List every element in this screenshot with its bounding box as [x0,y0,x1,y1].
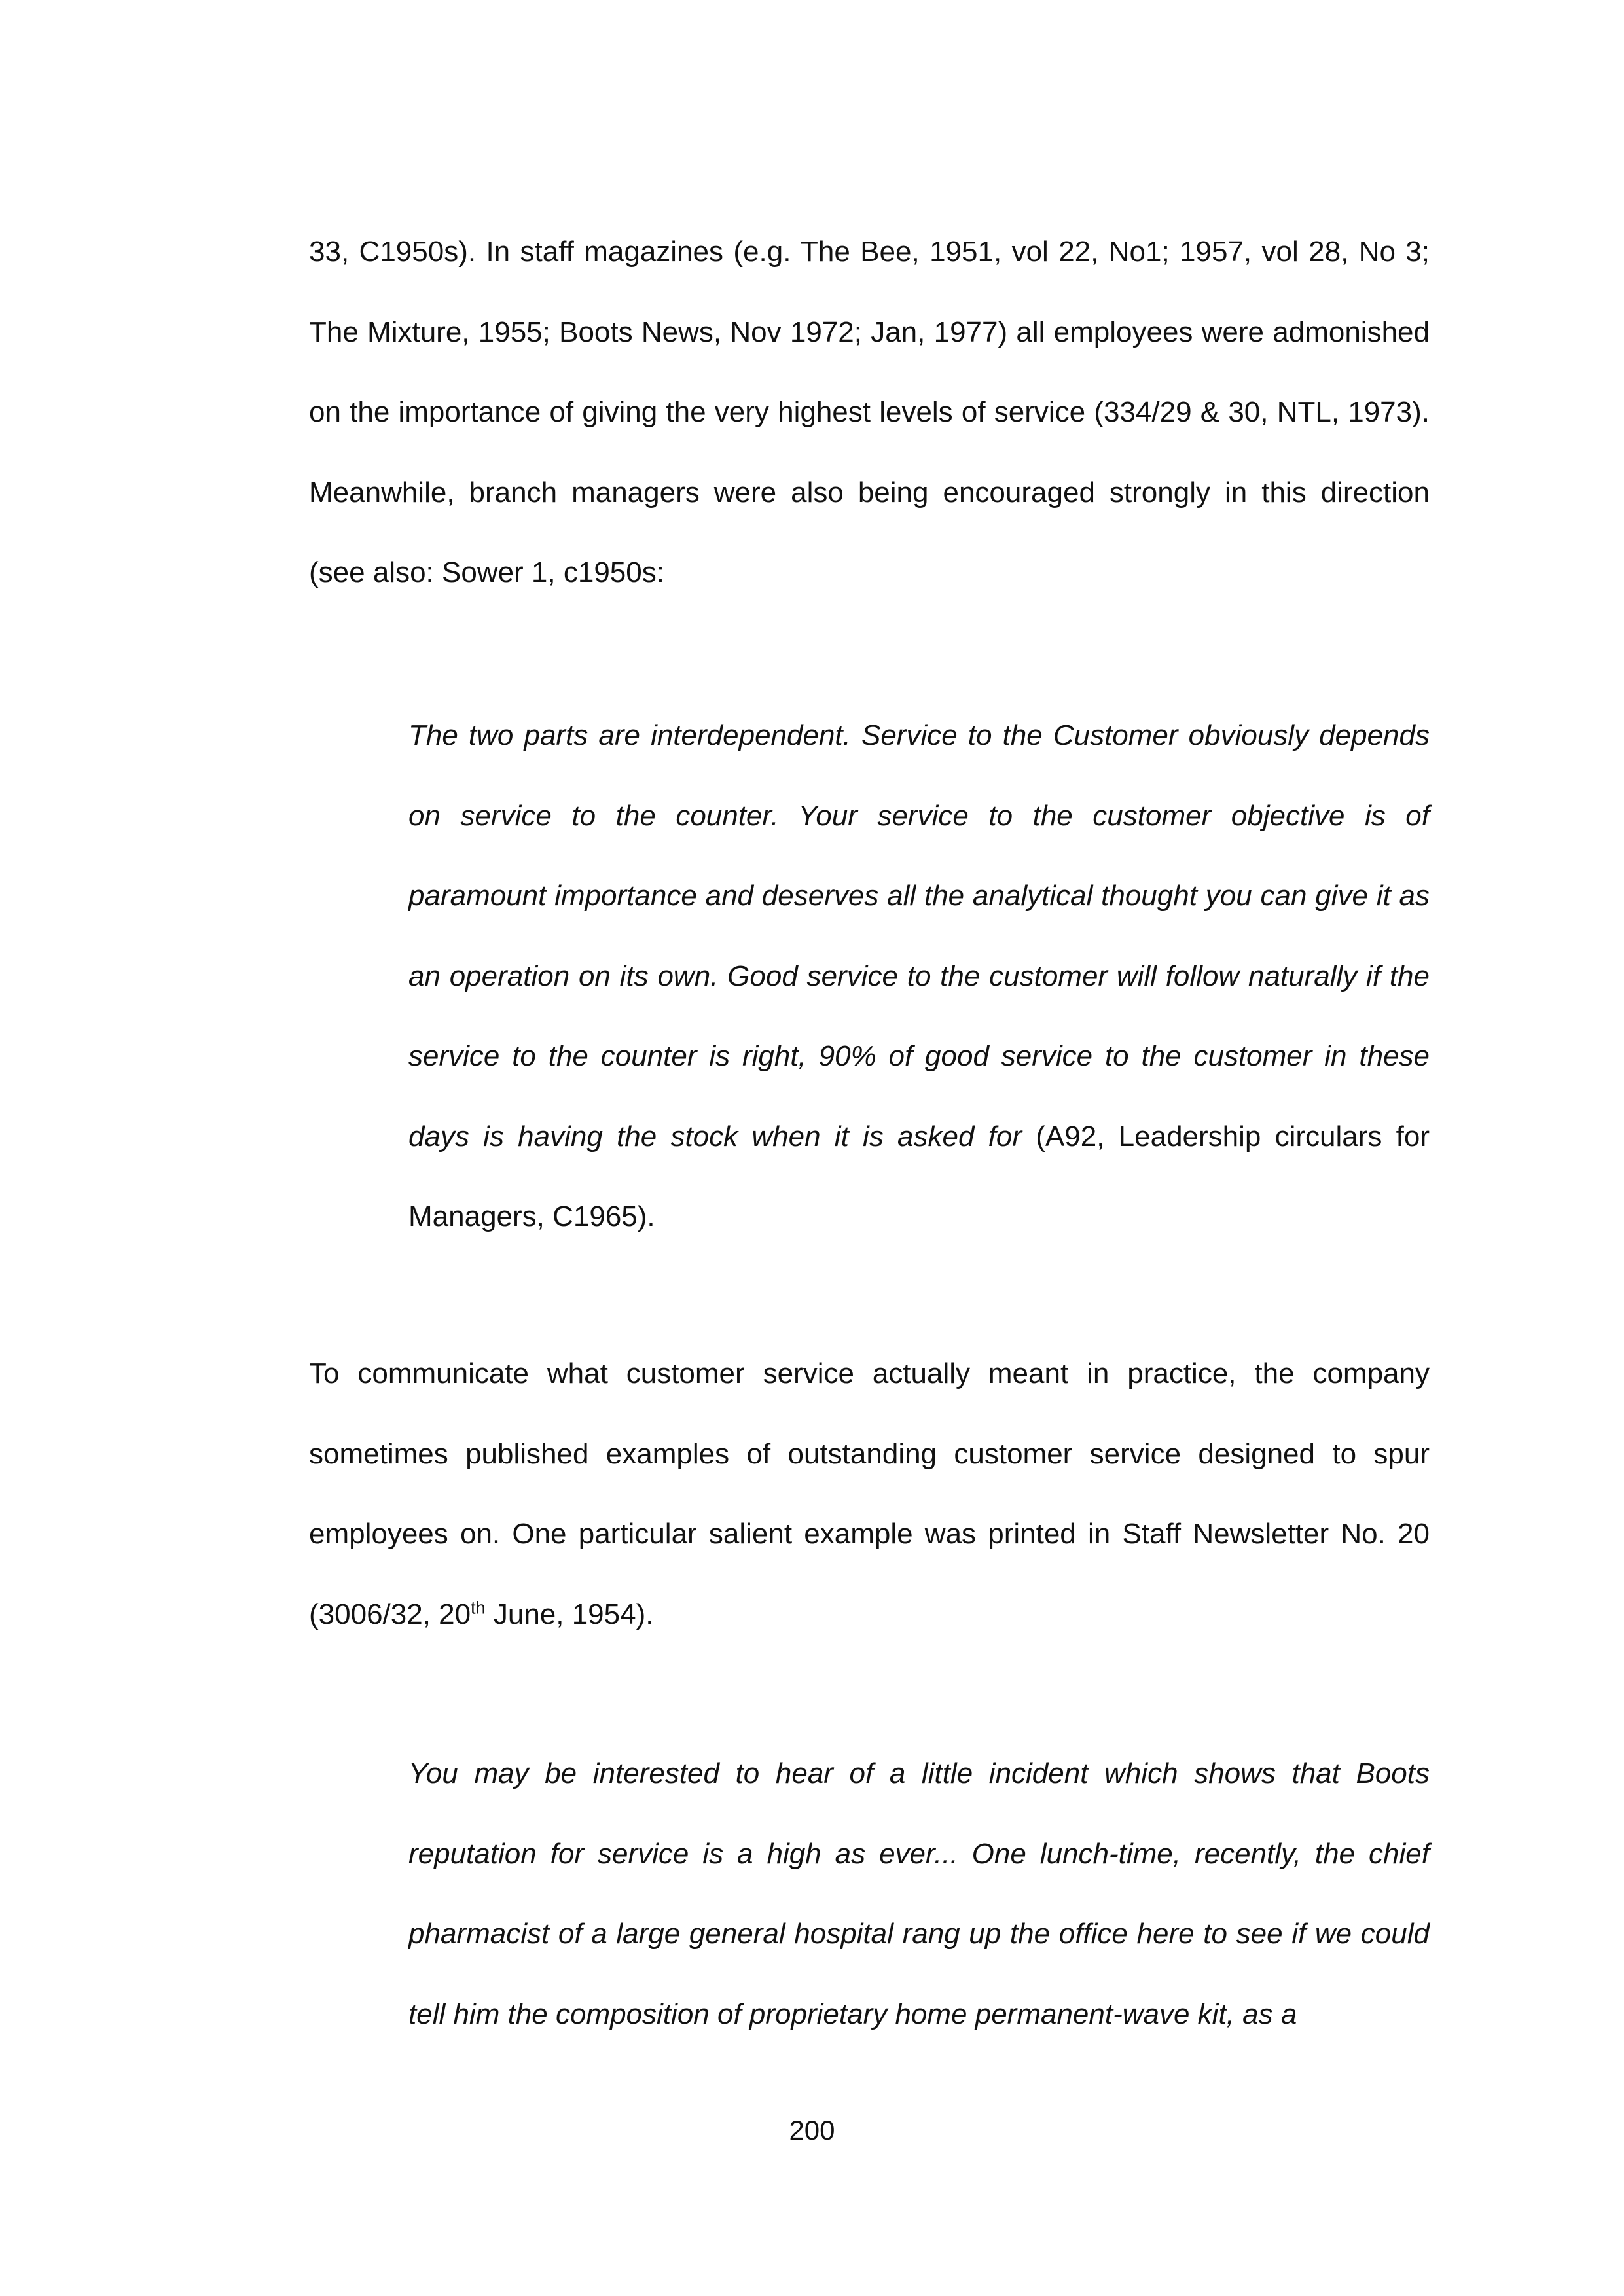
page-number: 200 [789,2115,835,2145]
paragraph-2-text-end: June, 1954). [485,1598,654,1630]
quote-2-italic-text: You may be interested to hear of a little incident which shows that Boots reputation for service is a high as ever... One lunch-time, recently, the chief pharmacist of a large general hospital rang up the office here to see if we could tell him the composition of proprietary home permanent-wave kit, as a [408,1757,1430,2030]
body-paragraph-1 [309,212,1430,613]
paragraph-1-text: 33, C1950s). In staff magazines (e.g. The Bee, 1951, vol 22, No1; 1957, vol 28, No 3; The Mixture, 1955; Boots News, Nov 1972; Jan, 1977) all employees were admonished on the importance of giving the very highest levels of service (334/29 & 30, NTL, 1973). Meanwhile, branch managers were also being encouraged strongly in this direction (see also: Sower 1, c1950s: [309,236,1430,588]
paragraph-2-text: To communicate what customer service actually meant in practice, the company sometimes published examples of outstanding customer service designed to spur employees on. One particular salient example was printed in Staff Newsletter No. 20 (3006/32, 20 [309,1357,1430,1630]
block-quote-1 [408,696,1430,1257]
ordinal-superscript: th [471,1597,486,1617]
quote-1-italic-text: The two parts are interdependent. Service to the Customer obviously depends on service to the counter. Your service to the customer objective is of paramount importance and deserves all the analytical thought you can give it as an operation on its own. Good service to the customer will follow naturally if the service to the counter is right, 90% of good service to the customer in these days is having the stock when it is asked for [408,719,1430,1153]
quote-1-citation: (A92, Leadership circulars for Managers, C1965). [408,1120,1430,1232]
body-paragraph-2 [309,1334,1430,1655]
block-quote-2 [408,1734,1430,2054]
